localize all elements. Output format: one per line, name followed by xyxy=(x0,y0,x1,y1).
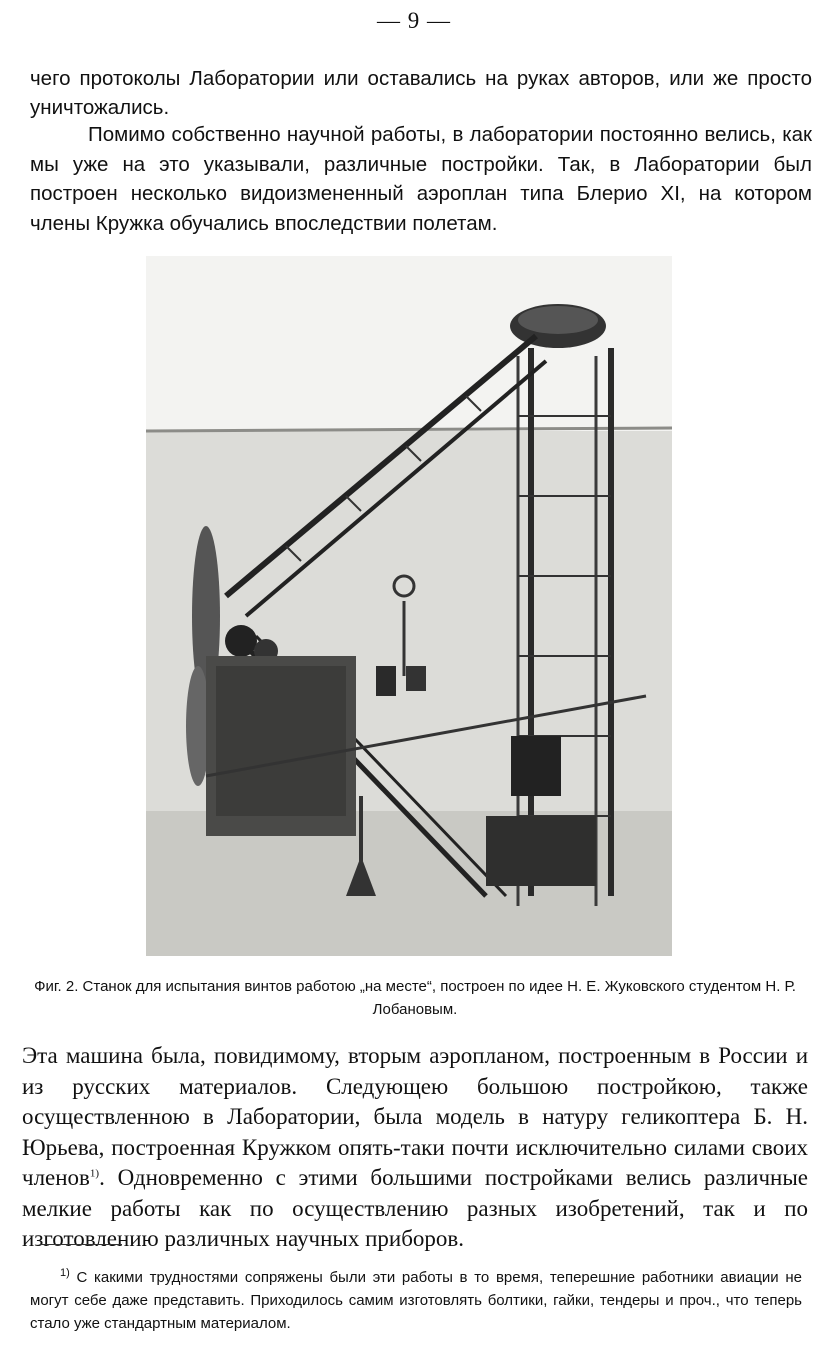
footnote-reference[interactable]: 1) xyxy=(89,1167,100,1180)
footnote-divider xyxy=(40,1244,122,1245)
paragraph-2: Помимо собственно научной работы, в лаборатории постоянно велись, как мы уже на это указывали, различные постройки. Так, в Лаборатории был построен несколько видоизмененный аэроплан типа Блерио XI, на котором члены Кружка обучались впоследствии полетам. xyxy=(30,123,812,235)
footnote-text: С какими трудностями сопряжены были эти работы в то время, теперешние работники авиации не могут себе даже представить. Приходилось самим изготовлять болтики, гайки, тендеры и проч., что теперь стало уже стандартным материалом. xyxy=(30,1269,802,1332)
paragraph-3-text: Эта машина была, повидимому, вторым аэропланом, построенным в России и из русских материалов. Следующею большою постройкою, также осуществленною в Лаборатории, была модель в натуру геликоптера Б. Н. Юрьева, построенная Кружком опять-таки почти исключительно силами своих членов xyxy=(22,1043,808,1190)
figure-photo xyxy=(146,256,672,956)
paragraph-1: чего протоколы Лаборатории или оставались на руках авторов, или же просто уничтожались. xyxy=(30,67,812,119)
footnote-marker: 1) xyxy=(60,1267,70,1279)
paragraph-3 xyxy=(22,1041,808,1255)
propeller-test-rig-photo xyxy=(146,256,672,956)
paragraph-3-text-end: . Одновременно с этими большими постройками велись различные мелкие работы как по осуществлению разных изобретений, так и по изготовлению различных научных приборов. xyxy=(22,1165,808,1251)
figure-caption: Фиг. 2. Станок для испытания винтов работою „на месте“, построен по идее Н. Е. Жуковского студентом Н. Р. Лобановым. xyxy=(34,978,796,1018)
page-number: — 9 — xyxy=(377,8,451,33)
footnote xyxy=(30,1266,802,1335)
